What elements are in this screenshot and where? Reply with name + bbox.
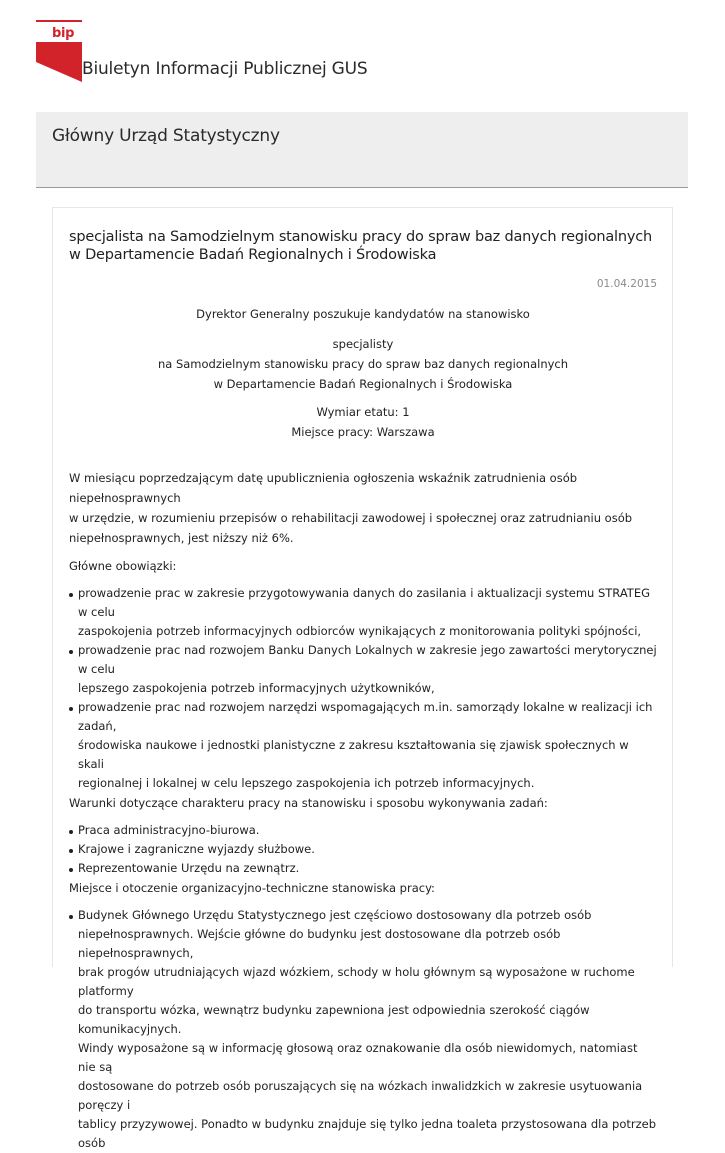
list-item-line: dostosowane do potrzeb osób poruszających się na wózkach inwalidzkich w zakresie usytuowania poręczy i (78, 1079, 643, 1112)
institution-title[interactable]: Główny Urząd Statystyczny (52, 126, 280, 146)
bip-logo-flag-icon (36, 42, 82, 82)
environment-list (69, 906, 657, 1153)
list-item (69, 641, 657, 698)
list-item-line: środowiska naukowe i jednostki planistyczne z zakresu kształtowania się zjawisk społecznych w skali (78, 738, 629, 771)
position-block (69, 334, 657, 394)
conditions-list (69, 821, 657, 878)
list-item-line: lepszego zaspokojenia potrzeb informacyjnych użytkowników, (78, 681, 435, 695)
bip-logo[interactable] (36, 20, 84, 76)
position-name: specjalisty (332, 337, 394, 351)
article-title-line: w Departamencie Badań Regionalnych i Środowiska (69, 247, 437, 263)
bip-logo-top (36, 20, 82, 42)
conditions-heading: Warunki dotyczące charakteru pracy na stanowisku i sposobu wykonywania zadań: (69, 796, 548, 810)
paragraph-line: W miesiącu poprzedzającym datę upublicznienia ogłoszenia wskaźnik zatrudnienia osób niepełnosprawnych (69, 471, 578, 505)
job-etat: Wymiar etatu: 1 (316, 405, 410, 419)
list-item-line: regionalnej i lokalnej w celu lepszego zaspokojenia ich potrzeb informacyjnych. (78, 776, 535, 790)
list-item: Reprezentowanie Urzędu na zewnątrz. (69, 859, 657, 878)
duties-list (69, 584, 657, 793)
article-date: 01.04.2015 (596, 278, 657, 290)
list-item: Praca administracyjno-biurowa. (69, 821, 657, 840)
paragraph-line: niepełnosprawnych, jest niższy niż 6%. (69, 531, 294, 545)
paragraph-line: w urzędzie, w rozumieniu przepisów o rehabilitacji zawodowej i społecznej oraz zatrudnianiu osób (69, 511, 633, 525)
environment-heading: Miejsce i otoczenie organizacyjno-techniczne stanowiska pracy: (69, 881, 435, 895)
duties-heading: Główne obowiązki: (69, 559, 177, 573)
intro-text: Dyrektor Generalny poszukuje kandydatów na stanowisko (196, 307, 530, 321)
list-item (69, 698, 657, 793)
site-title[interactable]: Biuletyn Informacji Publicznej GUS (82, 59, 368, 79)
list-item-line: tablicy przyzywowej. Ponadto w budynku znajduje się tylko jedna toaleta przystosowana dla potrzeb osób (78, 1117, 657, 1150)
list-item (69, 906, 657, 1153)
list-item (69, 584, 657, 641)
bip-logo-text: bip (52, 26, 75, 41)
position-dept: w Departamencie Badań Regionalnych i Środowiska (213, 377, 513, 391)
list-item-line: Budynek Głównego Urzędu Statystycznego jest częściowo dostosowany dla potrzeb osób (78, 908, 592, 922)
list-item-line: brak progów utrudniających wjazd wózkiem, schody w holu głównym są wyposażone w ruchome platformy (78, 965, 635, 998)
list-item-line: Windy wyposażone są w informację głosową oraz oznakowanie dla osób niewidomych, natomiast nie są (78, 1041, 638, 1074)
article-card (52, 207, 673, 1150)
list-item-line: do transportu wózka, wewnątrz budynku zapewniona jest odpowiednia szerokość ciągów komunikacyjnych. (78, 1003, 590, 1036)
article-content (69, 228, 657, 1153)
list-item-line: prowadzenie prac nad rozwojem Banku Danych Lokalnych w zakresie jego zawartości merytorycznej w celu (78, 643, 657, 676)
job-details (69, 402, 657, 442)
list-item: Krajowe i zagraniczne wyjazdy służbowe. (69, 840, 657, 859)
list-item-line: zaspokojenia potrzeb informacyjnych odbiorców wynikających z monitorowania polityki spójności, (78, 624, 642, 638)
list-item-line: niepełnosprawnych. Wejście główne do budynku jest dostosowane dla potrzeb osób niepełnosprawnych, (78, 927, 561, 960)
institution-band (36, 112, 688, 188)
list-item-line: prowadzenie prac w zakresie przygotowywania danych do zasilania i aktualizacji systemu STRATEG w celu (78, 586, 651, 619)
list-item-line: prowadzenie prac nad rozwojem narzędzi wspomagających m.in. samorządy lokalne w realizacji ich zadań, (78, 700, 653, 733)
article-title-line: specjalista na Samodzielnym stanowisku pracy do spraw baz danych regionalnych (69, 229, 653, 245)
disability-paragraph (69, 468, 657, 548)
article-title (69, 228, 657, 264)
job-place: Miejsce pracy: Warszawa (291, 425, 435, 439)
position-desc: na Samodzielnym stanowisku pracy do spraw baz danych regionalnych (157, 357, 569, 371)
